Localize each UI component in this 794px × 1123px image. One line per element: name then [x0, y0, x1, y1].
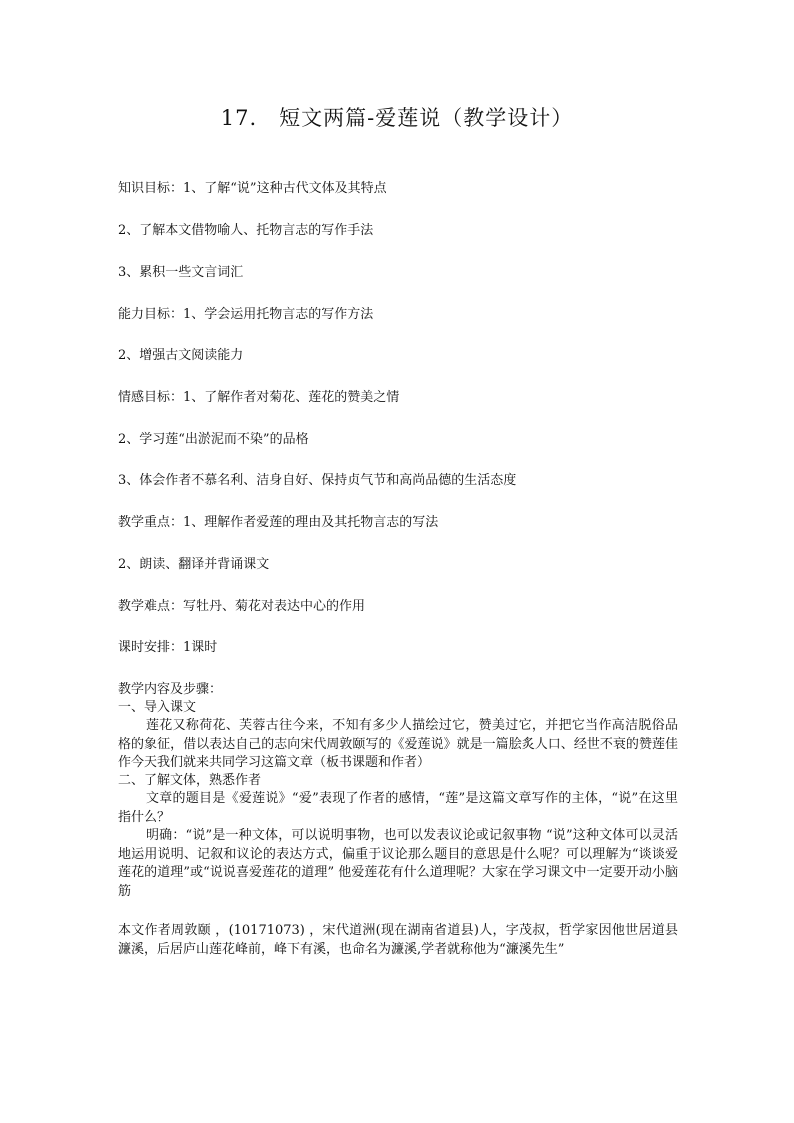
objective-line: 2、增强古文阅读能力 — [118, 348, 244, 363]
objective-line: 3、体会作者不慕名利、洁身自好、保持贞气节和高尚品德的生活态度 — [118, 473, 517, 488]
objective-line: 2、了解本文借物喻人、托物言志的写作手法 — [118, 223, 374, 238]
objective-line: 情感目标：1、了解作者对菊花、莲花的赞美之情 — [118, 390, 400, 405]
author-paragraph: 本文作者周敦颐 ，(10171073) ，宋代道洲(现在湖南省道县)人，字茂叔，哲学家因他世居道县濂溪，后居庐山莲花峰前，峰下有溪，也命名为濂溪,学者就称他为“濂溪先生” — [118, 923, 678, 957]
objective-line: 3、累积一些文言词汇 — [118, 265, 244, 280]
section-title: 二、了解文体，熟悉作者 — [118, 773, 262, 788]
section-title: 一、导入课文 — [118, 700, 197, 715]
objective-line: 教学难点：写牡丹、菊花对表达中心的作用 — [118, 599, 366, 614]
objective-line: 2、学习莲“出淤泥而不染”的品格 — [118, 432, 309, 447]
objective-line: 能力目标：1、学会运用托物言志的写作方法 — [118, 307, 374, 322]
section-paragraph: 文章的题目是《爱莲说》“爱”表现了作者的感情，“莲”是这篇文章写作的主体，“说”在这里指什么？ — [118, 791, 678, 825]
section-paragraph: 明确：“说”是一种文体，可以说明事物，也可以发表议论或记叙事物 “说”这种文体可以灵活地运用说明、记叙和议论的表达方式，偏重于议论那么题目的意思是什么呢？可以理解为“谈谈爱莲花的道理”或“说说喜爱莲花的道理” 他爱莲花有什么道理呢？大家在学习课文中一定要开动小脑筋 — [118, 828, 678, 899]
objective-line: 课时安排：1课时 — [118, 640, 218, 655]
objective-line: 知识目标：1、了解“说”这种古代文体及其特点 — [118, 181, 387, 196]
section-paragraph: 莲花又称荷花、芙蓉古往今来，不知有多少人描绘过它，赞美过它，并把它当作高洁脱俗品格的象征，借以表达自己的志向宋代周敦颐写的《爱莲说》就是一篇脍炙人口、经世不衰的赞莲佳作今天我们就来共同学习这篇文章（板书课题和作者） — [118, 718, 678, 770]
page-title: 17. 短文两篇-爱莲说（教学设计） — [220, 106, 574, 130]
content-heading: 教学内容及步骤： — [118, 682, 223, 697]
objective-line: 2、朗读、翻译并背诵课文 — [118, 557, 270, 572]
objective-line: 教学重点：1、理解作者爱莲的理由及其托物言志的写法 — [118, 515, 439, 530]
